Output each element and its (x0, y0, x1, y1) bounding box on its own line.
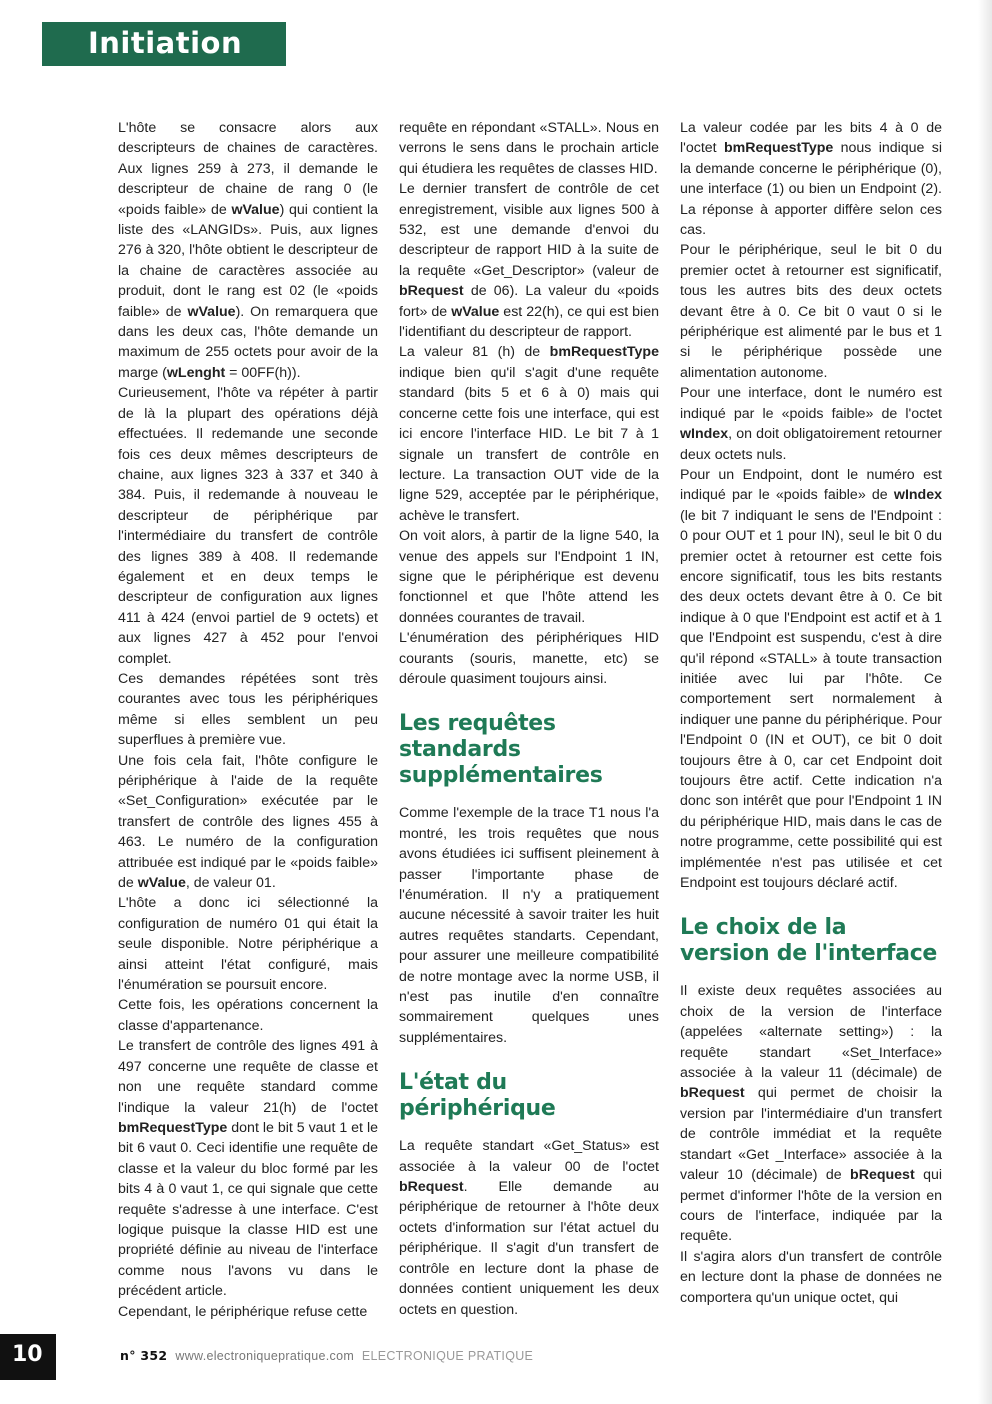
magazine-name: ELECTRONIQUE PRATIQUE (361, 1349, 534, 1363)
paragraph: L'énumération des périphériques HID courants (souris, manette, etc) se déroule quasiment toujours ainsi. (399, 630, 659, 687)
page-number-box (0, 1334, 56, 1380)
paragraph: La valeur codée par les bits 4 à 0 de l'octet bmRequestType nous indique si la demande concerne le périphérique (0), une interface (1) ou bien un Endpoint (2). La réponse à apporter diffère selon ces cas. (680, 120, 943, 239)
page-edge-shadow (978, 0, 992, 1404)
paragraph: Pour une interface, dont le numéro est indiqué par le «poids faible» de l'octet wIndex, on doit obligatoirement retourner deux octets nuls. (680, 385, 942, 463)
term: wValue (231, 201, 280, 218)
section-header-tab (42, 22, 286, 66)
subheading-interface-version: Le choix de la version de l'interface (680, 915, 938, 967)
paragraph: Curieusement, l'hôte va répéter à partir de là la plupart des opérations déjà effectuées. Il redemande une seconde fois ces deux mêmes descripteurs de chaine, aux lignes 323 à 337 et 340 à 384. Puis, il redemande à nouveau le descripteur de périphérique par l'intermédiaire du transfert de contrôle des lignes 389 à 408. Il redemande également et en deux temps le descripteur de configuration aux lignes 411 à 424 (envoi partiel de 9 octets) et aux lignes 427 à 452 pour l'envoi complet. (118, 385, 378, 667)
subheading-extra-requests: Les requêtes standards supplémentaires (399, 711, 603, 789)
term: bmRequestType (118, 1119, 228, 1136)
term: wValue (451, 303, 500, 320)
term: wLenght (166, 364, 226, 381)
paragraph: Pour le périphérique, seul le bit 0 du premier octet à retourner est significatif, tous les autres bits des deux octets devant être à 0. Ce bit 0 vaut 0 si le périphérique est alimenté par le bus et 1 si le périphérique possède une alimentation autonome. (680, 242, 942, 381)
paragraph: L'hôte a donc ici sélectionné la configuration de numéro 01 qui était la seule disponible. Notre périphérique a ainsi atteint l'état configuré, mais l'énumération se poursuit encore. (118, 895, 378, 994)
paragraph: Pour un Endpoint, dont le numéro est indiqué par le «poids faible» de wIndex (le bit 7 indiquant le sens de l'Endpoint : 0 pour OUT et 1 pour IN), seul le bit 0 du premier octet à retourner est cette fois encore significatif, tous les bits restants des deux octets devant être à 0. Ce bit indique à 0 que l'Endpoint est actif et à 1 que l'Endpoint est suspendu, c'est à dire qu'il répond «STALL» à toute transaction initiée avec lui par l'hôte. Ce comportement sert normalement à indiquer une panne du périphérique. Pour l'Endpoint 0 (IN et OUT), ce bit 0 doit toujours être à 0, car cet Endpoint doit toujours être actif. Cette indication n'a donc son intérêt que pour l'Endpoint 1 IN du périphérique HID, mais dans le cas de notre programme, cette possibilité qui est implémentée n'est pas utilisée et cet Endpoint est toujours déclaré actif. (680, 466, 942, 892)
term: bRequest (399, 1179, 464, 1196)
paragraph: Le dernier transfert de contrôle de cet enregistrement, visible aux lignes 500 à 532, est une demande d'envoi du descripteur de rapport HID à la suite de la requête «Get_Descriptor» (valeur de bRequest de 06). La valeur du «poids fort» de wValue est 22(h), ce qui est bien l'identifiant du descripteur de rapport. (399, 181, 659, 341)
paragraph: La requête standart «Get_Status» est associée à la valeur 00 de l'octet bRequest. Elle demande au périphérique de retourner à l'hôte deux octets d'information sur l'état actuel du périphérique. Il s'agit d'un transfert de contrôle en lecture dont la phase de données contient uniquement les deux octets en question. (399, 1138, 659, 1318)
term: bRequest (680, 1085, 745, 1102)
article-column-3 (680, 118, 942, 1308)
website-link[interactable]: www.electroniquepratique.com (175, 1349, 355, 1363)
paragraph: Il s'agira alors d'un transfert de contrôle en lecture dont la phase de données ne comportera qu'un unique octet, qui (680, 1248, 942, 1306)
paragraph: Ces demandes répétées sont très courantes avec tous les périphériques même si elles semblent un peu superflues à première vue. (118, 670, 378, 749)
paragraph: Comme l'exemple de la trace T1 nous l'a montré, les trois requêtes que nous avons étudiées ici suffisent pleinement à passer l'importante phase de l'énumération. Il n'y a pratiquement aucune nécessité à savoir traiter les huit autres requêtes standarts. Cependant, pour assurer une meilleure compatibilité de notre montage avec la norme USB, il n'est pas inutile d'en connaître sommairement quelques unes supplémentaires. (399, 805, 659, 1046)
paragraph: Cette fois, les opérations concernent la classe d'appartenance. (118, 997, 378, 1034)
paragraph: On voit alors, à partir de la ligne 540, la venue des appels sur l'Endpoint 1 IN, signe que le périphérique est devenu fonctionnel et que l'hôte attend les données courantes de travail. (399, 528, 659, 626)
term: bRequest (850, 1167, 915, 1184)
term: wValue (137, 875, 186, 892)
paragraph: Une fois cela fait, l'hôte configure le périphérique à l'aide de la requête «Set_Configuration» exécutée par le transfert de contrôle des lignes 455 à 463. Le numéro de la configuration attribuée est indiqué par le «poids faible» de wValue, de valeur 01. (118, 752, 378, 892)
term: wValue (187, 303, 236, 320)
page-number: 10 (12, 1342, 43, 1367)
term: bRequest (399, 283, 464, 300)
paragraph: L'hôte se consacre alors aux descripteurs de chaines de caractères. Aux lignes 259 à 273, il demande le descripteur de chaine de rang 0 (le «poids faible» de wValue) qui contient la liste des «LANGIDs». Puis, aux lignes 276 à 320, l'hôte obtient le descripteur de la chaine de caractères associée au produit, dont le rang est 02 (le «poids faible» de wValue). On remarquera que dans les deux cas, l'hôte demande un maximum de 255 octets pour avoir de la marge (wLenght = 00FF(h)). (118, 120, 378, 381)
subheading-device-state: L'état du périphérique (399, 1070, 556, 1122)
section-title: Initiation (88, 26, 243, 60)
footer-line (120, 1348, 533, 1363)
term: wIndex (680, 426, 729, 443)
article-column-2 (399, 118, 659, 1320)
paragraph: Il existe deux requêtes associées au choix de la version de l'interface (appelées «alternate setting») : la requête standart «Set_Interface» associée à la valeur 11 (décimale) de bRequest qui permet de choisir la version par l'intermédiaire d'un transfert de contrôle immédiat et la requête standart «Get _Interface» associée à la valeur 10 (décimale) de bRequest qui permet d'informer l'hôte de la version en cours de l'interface, indiquée par la requête. (680, 983, 943, 1245)
paragraph: requête en répondant «STALL». Nous en verrons le sens dans le prochain article qui étudiera les requêtes de classes HID. (399, 120, 659, 177)
term: bmRequestType (549, 344, 659, 361)
paragraph: Cependant, le périphérique refuse cette (118, 1303, 368, 1320)
paragraph: Le transfert de contrôle des lignes 491 à 497 concerne une requête de classe et non une requête standard comme l'indique la valeur 21(h) de l'octet bmRequestType dont le bit 5 vaut 1 et le bit 6 vaut 0. Ceci identifie une requête de classe et la valeur du bloc formé par les bits 4 à 0 vaut 1, ce qui signale que cette requête s'adresse à une interface. C'est logique puisque la classe HID est une propriété définie au niveau de l'interface comme nous l'avons vu dans le précédent article. (118, 1038, 378, 1300)
term: bmRequestType (723, 140, 834, 157)
issue-number: n° 352 (120, 1348, 168, 1363)
paragraph: La valeur 81 (h) de bmRequestType indique bien qu'il s'agit d'une requête standard (bits 5 et 6 à 0) mais qui concerne cette fois une interface, qui est ici encore l'interface HID. Le bit 7 à 1 signale un transfert de contrôle en lecture. La transaction OUT vide de la ligne 529, acceptée par le périphérique, achève le transfert. (399, 344, 659, 524)
article-column-1 (118, 118, 378, 1322)
term: wIndex (893, 487, 942, 504)
